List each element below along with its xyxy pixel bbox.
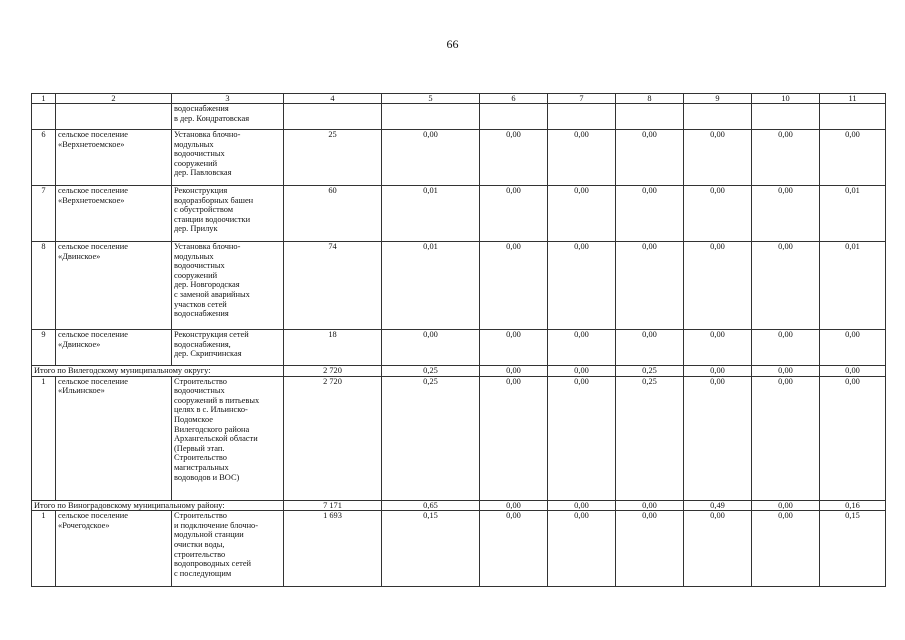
value-cell: 0,00 xyxy=(548,330,616,366)
value-cell: 0,00 xyxy=(480,130,548,186)
total-label: Итого по Вилегодскому муниципальному округу: xyxy=(32,366,284,377)
value-cell: 0,00 xyxy=(616,130,684,186)
total-label: Итого по Виноградовскому муниципальному району: xyxy=(32,500,284,511)
value-cell: 0,00 xyxy=(752,500,820,511)
table-row xyxy=(32,186,886,242)
value-cell: 7 171 xyxy=(284,500,382,511)
value-cell: 0,00 xyxy=(752,366,820,377)
value-cell: 0,16 xyxy=(820,500,886,511)
value-cell: 0,00 xyxy=(684,511,752,587)
row-number: 6 xyxy=(32,130,56,186)
value-cell: 0,00 xyxy=(616,330,684,366)
value-cell: 0,00 xyxy=(480,242,548,330)
column-header: 2 xyxy=(56,94,172,104)
project-description: Установка блочно- модульных водоочистных сооружений дер. Павловская xyxy=(172,130,284,186)
row-number: 9 xyxy=(32,330,56,366)
value-cell: 60 xyxy=(284,186,382,242)
column-header: 6 xyxy=(480,94,548,104)
value-cell: 0,01 xyxy=(820,186,886,242)
row-number: 8 xyxy=(32,242,56,330)
value-cell: 0,00 xyxy=(480,500,548,511)
value-cell xyxy=(382,104,480,130)
row-number: 1 xyxy=(32,511,56,587)
value-cell: 1 693 xyxy=(284,511,382,587)
table-row xyxy=(32,511,886,587)
value-cell: 0,15 xyxy=(820,511,886,587)
data-table xyxy=(31,93,886,587)
settlement-name: сельское поселение «Ильинское» xyxy=(56,376,172,500)
settlement-name: сельское поселение «Рочегодское» xyxy=(56,511,172,587)
value-cell: 0,01 xyxy=(382,242,480,330)
value-cell: 0,49 xyxy=(684,500,752,511)
total-row xyxy=(32,500,886,511)
value-cell: 0,25 xyxy=(616,376,684,500)
value-cell: 0,00 xyxy=(480,186,548,242)
value-cell: 0,25 xyxy=(382,376,480,500)
value-cell: 0,15 xyxy=(382,511,480,587)
value-cell xyxy=(480,104,548,130)
column-header: 7 xyxy=(548,94,616,104)
table-row xyxy=(32,330,886,366)
row-number: 1 xyxy=(32,376,56,500)
value-cell: 0,00 xyxy=(684,376,752,500)
value-cell: 0,00 xyxy=(382,130,480,186)
value-cell: 0,00 xyxy=(616,242,684,330)
value-cell: 0,00 xyxy=(820,376,886,500)
value-cell: 0,00 xyxy=(752,186,820,242)
table-row xyxy=(32,104,886,130)
value-cell: 25 xyxy=(284,130,382,186)
project-description: Реконструкция водоразборных башен с обустройством станции водоочистки дер. Прилук xyxy=(172,186,284,242)
value-cell: 0,00 xyxy=(752,511,820,587)
value-cell: 0,00 xyxy=(820,330,886,366)
value-cell: 0,00 xyxy=(752,242,820,330)
column-header: 8 xyxy=(616,94,684,104)
value-cell xyxy=(820,104,886,130)
value-cell: 0,00 xyxy=(480,511,548,587)
project-description: водоснабжения в дер. Кондратовская xyxy=(172,104,284,130)
table-row xyxy=(32,376,886,500)
value-cell: 0,00 xyxy=(684,186,752,242)
column-header: 10 xyxy=(752,94,820,104)
value-cell: 0,00 xyxy=(752,376,820,500)
value-cell: 0,00 xyxy=(548,500,616,511)
value-cell: 0,00 xyxy=(548,242,616,330)
column-header: 3 xyxy=(172,94,284,104)
value-cell: 0,01 xyxy=(382,186,480,242)
value-cell: 0,00 xyxy=(548,366,616,377)
row-number xyxy=(32,104,56,130)
value-cell: 0,00 xyxy=(548,130,616,186)
value-cell: 0,00 xyxy=(616,511,684,587)
value-cell xyxy=(548,104,616,130)
value-cell: 0,00 xyxy=(684,330,752,366)
table-row xyxy=(32,242,886,330)
project-description: Реконструкция сетей водоснабжения, дер. Скрипчинская xyxy=(172,330,284,366)
value-cell xyxy=(752,104,820,130)
value-cell: 0,00 xyxy=(616,186,684,242)
header-row xyxy=(32,94,886,104)
value-cell: 0,00 xyxy=(480,376,548,500)
value-cell: 0,00 xyxy=(548,376,616,500)
value-cell: 74 xyxy=(284,242,382,330)
table-row xyxy=(32,130,886,186)
settlement-name: сельское поселение «Двинское» xyxy=(56,330,172,366)
value-cell xyxy=(616,104,684,130)
row-number: 7 xyxy=(32,186,56,242)
column-header: 5 xyxy=(382,94,480,104)
value-cell: 0,65 xyxy=(382,500,480,511)
project-description: Строительство водоочистных сооружений в питьевых целях в с. Ильинско- Подомское Вилегодского района Архангельской области (Первый этап. Строительство магистральных водоводов и ВОС) xyxy=(172,376,284,500)
value-cell: 18 xyxy=(284,330,382,366)
value-cell: 0,00 xyxy=(616,500,684,511)
value-cell: 0,25 xyxy=(382,366,480,377)
column-header: 1 xyxy=(32,94,56,104)
value-cell: 0,00 xyxy=(820,366,886,377)
column-header: 9 xyxy=(684,94,752,104)
value-cell: 0,01 xyxy=(820,242,886,330)
page-number: 66 xyxy=(446,37,459,51)
value-cell: 0,00 xyxy=(548,186,616,242)
value-cell: 0,00 xyxy=(684,366,752,377)
value-cell: 0,00 xyxy=(480,366,548,377)
value-cell: 0,00 xyxy=(684,242,752,330)
value-cell: 2 720 xyxy=(284,366,382,377)
settlement-name: сельское поселение «Верхнетоемское» xyxy=(56,186,172,242)
settlement-name: сельское поселение «Двинское» xyxy=(56,242,172,330)
settlement-name: сельское поселение «Верхнетоемское» xyxy=(56,130,172,186)
value-cell: 2 720 xyxy=(284,376,382,500)
value-cell: 0,00 xyxy=(382,330,480,366)
value-cell: 0,00 xyxy=(548,511,616,587)
value-cell: 0,00 xyxy=(752,330,820,366)
column-header: 4 xyxy=(284,94,382,104)
project-description: Строительство и подключение блочно- модульной станции очистки воды, строительство водопроводных сетей с последующим xyxy=(172,511,284,587)
total-row xyxy=(32,366,886,377)
column-header: 11 xyxy=(820,94,886,104)
value-cell: 0,25 xyxy=(616,366,684,377)
value-cell: 0,00 xyxy=(820,130,886,186)
project-description: Установка блочно- модульных водоочистных сооружений дер. Новгородская с заменой аварийных участков сетей водоснабжения xyxy=(172,242,284,330)
settlement-name xyxy=(56,104,172,130)
value-cell: 0,00 xyxy=(752,130,820,186)
value-cell xyxy=(684,104,752,130)
value-cell xyxy=(284,104,382,130)
value-cell: 0,00 xyxy=(480,330,548,366)
value-cell: 0,00 xyxy=(684,130,752,186)
